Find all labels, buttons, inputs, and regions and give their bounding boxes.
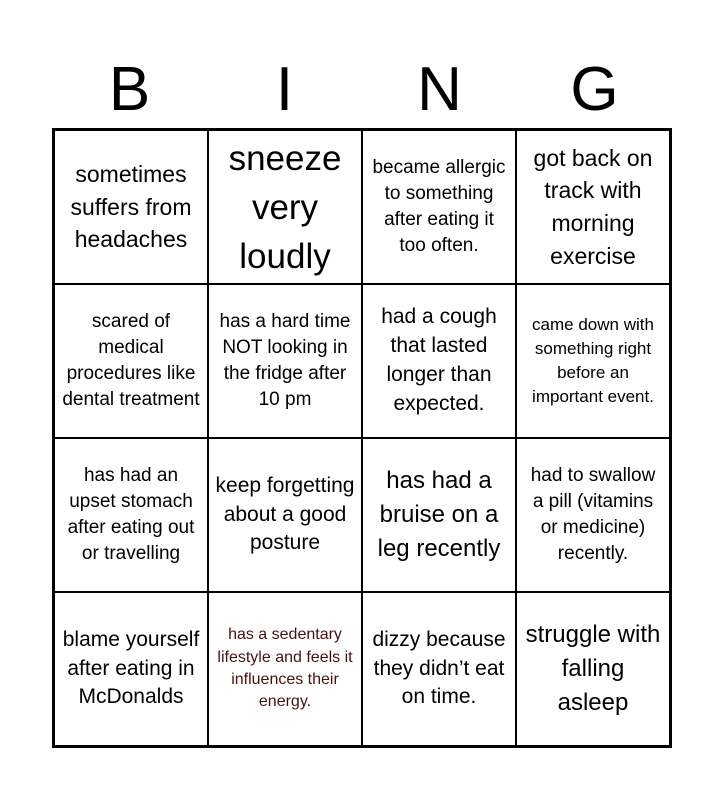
cell-text: has a hard time NOT looking in the fridge after 10 pm (219, 310, 351, 411)
cell-text: scared of medical procedures like dental treatment (62, 310, 200, 411)
cell-text: blame yourself after eating in McDonalds (62, 627, 200, 709)
header-letter-g: G (570, 55, 619, 124)
cell-text: struggle with falling asleep (525, 620, 661, 717)
cell-text: keep forgetting about a good posture (215, 473, 355, 555)
cell-text: became allergic to something after eating it too often. (372, 156, 506, 257)
header-letter-b: B (108, 55, 151, 124)
cell-text: has a sedentary lifestyle and feels it influences their energy. (217, 626, 353, 711)
bingo-cell-r1c2[interactable] (208, 130, 362, 284)
bingo-cell-r3c2[interactable] (208, 438, 362, 592)
cell-text: got back on track with morning exercise (533, 144, 653, 269)
bingo-cell-r4c2[interactable] (208, 592, 362, 746)
cell-text: came down with something right before an important event. (532, 314, 654, 407)
header-letter-n: N (417, 55, 462, 124)
cell-text: sneeze very loudly (228, 138, 342, 276)
bingo-board (52, 128, 672, 748)
bingo-cell-r2c3[interactable] (362, 284, 516, 438)
bingo-cell-r2c2[interactable] (208, 284, 362, 438)
cell-text: had to swallow a pill (vitamins or medicine) recently. (530, 464, 656, 565)
cell-text: dizzy because they didn’t eat on time. (372, 627, 506, 709)
bingo-cell-r3c4[interactable] (516, 438, 670, 592)
bingo-cell-r2c4[interactable] (516, 284, 670, 438)
bingo-cell-r4c1[interactable] (54, 592, 208, 746)
cell-text: sometimes suffers from headaches (70, 161, 192, 253)
bingo-cell-r3c3[interactable] (362, 438, 516, 592)
bingo-cell-r4c3[interactable] (362, 592, 516, 746)
cell-text: had a cough that lasted longer than expected. (381, 305, 497, 415)
header-letter-i: I (275, 55, 294, 124)
bingo-cell-r1c3[interactable] (362, 130, 516, 284)
bingo-cell-r4c4[interactable] (516, 592, 670, 746)
bingo-cell-r1c4[interactable] (516, 130, 670, 284)
bingo-cell-r2c1[interactable] (54, 284, 208, 438)
bingo-cell-r3c1[interactable] (54, 438, 208, 592)
cell-text: has had a bruise on a leg recently (377, 466, 501, 563)
cell-text: has had an upset stomach after eating out or travelling (67, 464, 195, 565)
bingo-cell-r1c1[interactable] (54, 130, 208, 284)
bingo-header (52, 52, 672, 128)
